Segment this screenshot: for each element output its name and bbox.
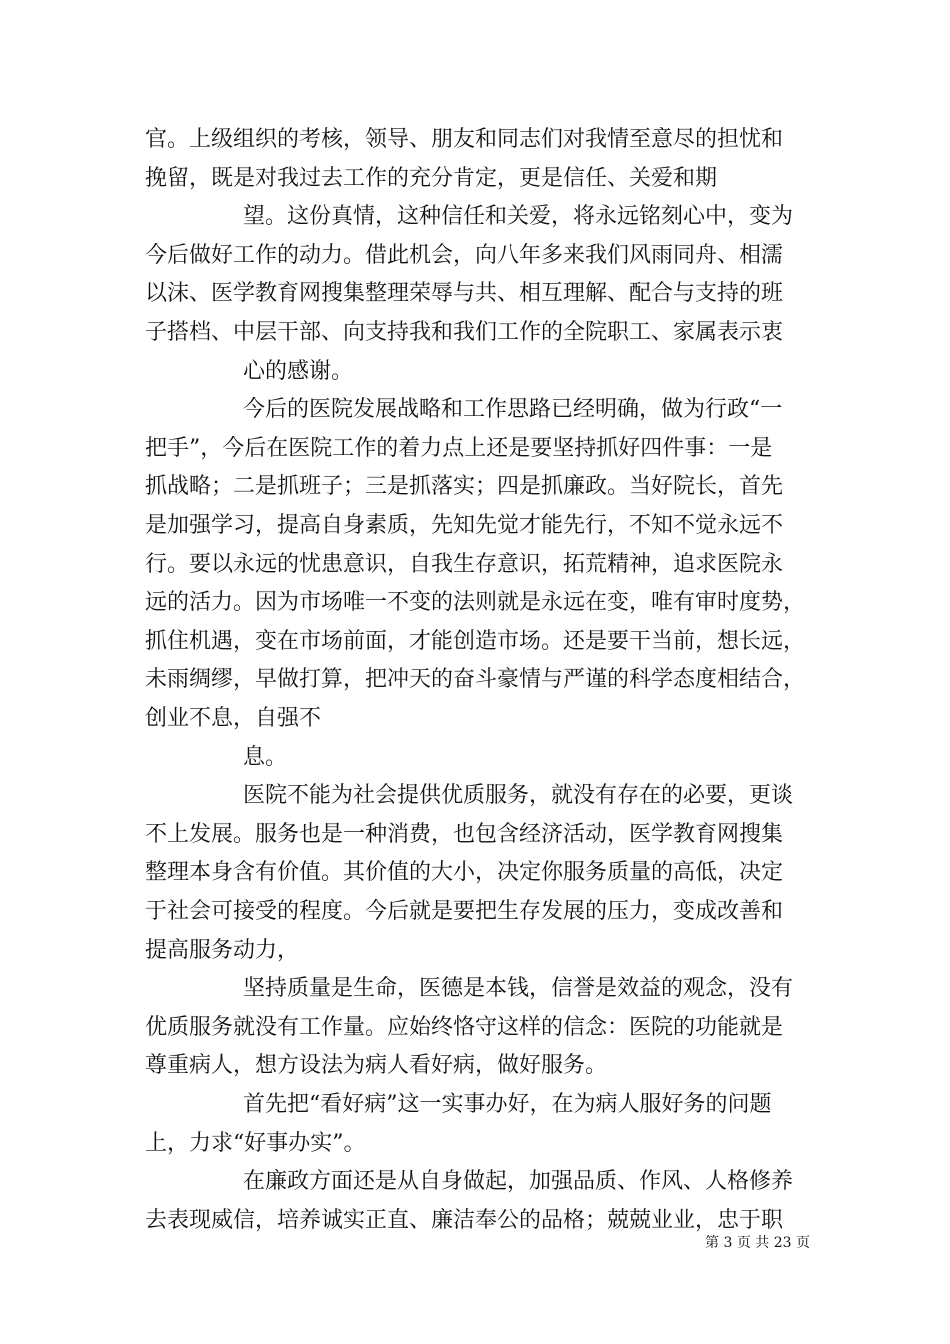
text-line: 不上发展。服务也是一种消费，也包含经济活动，医学教育网搜集 <box>145 822 784 847</box>
text-line: 挽留，既是对我过去工作的充分肯定，更是信任、关爱和期 <box>145 166 718 191</box>
text-line: 整理本身含有价值。其价值的大小，决定你服务质量的高低，决定 <box>145 860 784 885</box>
text-line: 首先把“看好病”这一实事办好，在为病人服好务的问题 <box>243 1092 772 1117</box>
text-line: 抓住机遇，变在市场前面，才能创造市场。还是要干当前，想长远， <box>145 629 806 654</box>
text-line: 去表现威信，培养诚实正直、廉洁奉公的品格；兢兢业业，忠于职 <box>145 1208 784 1233</box>
text-line: 提高服务动力， <box>145 938 300 963</box>
text-line: 尊重病人，想方设法为病人看好病，做好服务。 <box>145 1053 608 1078</box>
text-line: 未雨绸缪，早做打算，把冲天的奋斗豪情与严谨的科学态度相结合， <box>145 667 806 692</box>
text-line: 行。要以永远的忧患意识，自我生存意识，拓荒精神，追求医院永 <box>145 552 784 577</box>
text-line: 抓战略；二是抓班子；三是抓落实；四是抓廉政。当好院长，首先 <box>145 474 784 499</box>
text-line: 创业不息，自强不 <box>145 706 322 731</box>
text-line: 医院不能为社会提供优质服务，就没有存在的必要，更谈 <box>243 783 794 808</box>
text-line: 坚持质量是生命，医德是本钱，信誉是效益的观念，没有 <box>243 976 794 1001</box>
text-line: 上，力求“好事办实”。 <box>145 1131 366 1156</box>
text-line: 息。 <box>243 745 288 770</box>
page-number: 第 3 页 共 23 页 <box>705 1235 810 1251</box>
text-line: 官。上级组织的考核，领导、朋友和同志们对我情至意尽的担忧和 <box>145 127 784 152</box>
text-line: 在廉政方面还是从自身做起，加强品质、作风、人格修养 <box>243 1169 794 1194</box>
text-line: 今后的医院发展战略和工作思路已经明确，做为行政“一 <box>243 397 783 422</box>
text-line: 以沫、医学教育网搜集整理荣辱与共、相互理解、配合与支持的班 <box>145 281 784 306</box>
text-line: 于社会可接受的程度。今后就是要把生存发展的压力，变成改善和 <box>145 899 784 924</box>
text-line: 今后做好工作的动力。借此机会，向八年多来我们风雨同舟、相濡 <box>145 243 784 268</box>
text-line: 望。这份真情，这种信任和关爱，将永远铭刻心中，变为 <box>243 204 794 229</box>
text-line: 把手”，今后在医院工作的着力点上还是要坚持抓好四件事：一是 <box>145 436 773 461</box>
text-line: 心的感谢。 <box>243 359 354 384</box>
text-line: 是加强学习，提高自身素质，先知先觉才能先行，不知不觉永远不 <box>145 513 784 538</box>
text-line: 优质服务就没有工作量。应始终恪守这样的信念：医院的功能就是 <box>145 1015 784 1040</box>
text-line: 子搭档、中层干部、向支持我和我们工作的全院职工、家属表示衷 <box>145 320 784 345</box>
text-line: 远的活力。因为市场唯一不变的法则就是永远在变，唯有审时度势， <box>145 590 806 615</box>
